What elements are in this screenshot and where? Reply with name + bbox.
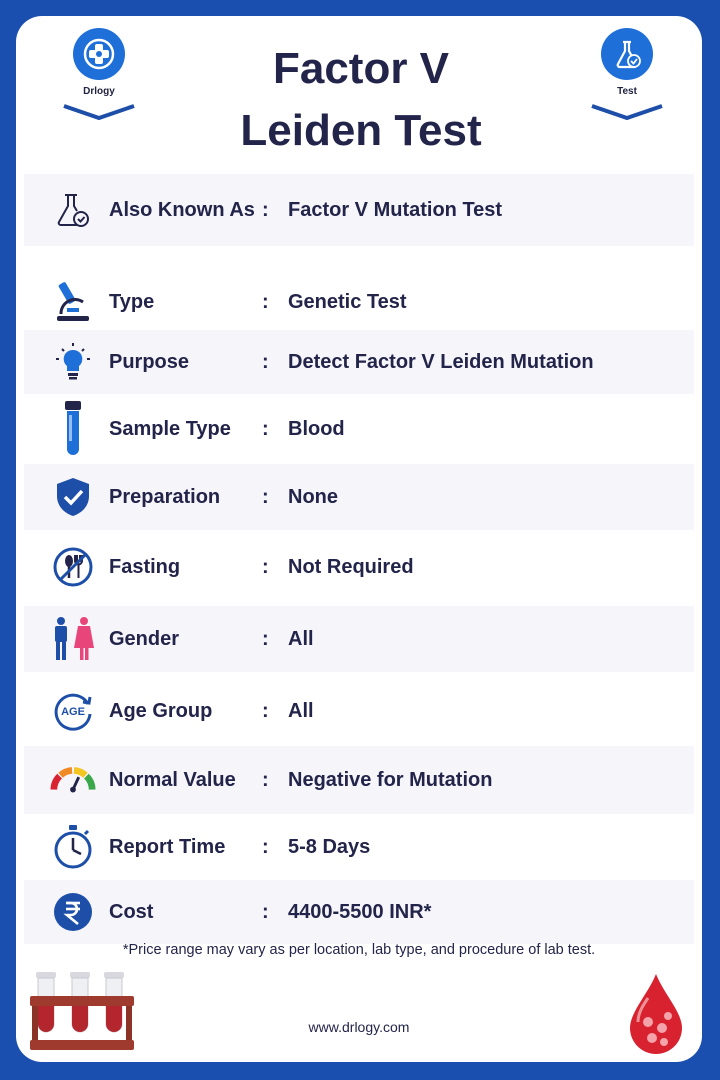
row-sample-type — [24, 396, 694, 462]
row-value: 4400-5500 INR* — [288, 900, 432, 923]
test-caption: Test — [617, 86, 637, 97]
row-label: Type — [109, 290, 155, 313]
row-value: Not Required — [288, 555, 414, 578]
row-value: None — [288, 485, 338, 508]
row-value: Genetic Test — [288, 290, 407, 313]
website-link[interactable]: www.drlogy.com — [308, 1019, 410, 1035]
lightbulb-icon — [50, 339, 96, 385]
info-card — [16, 16, 702, 1062]
row-value: Negative for Mutation — [288, 768, 493, 791]
row-label: Age Group — [109, 699, 213, 722]
row-label: Gender — [109, 627, 180, 650]
row-value: All — [288, 699, 314, 722]
row-separator: : — [262, 290, 269, 313]
shield-check-icon — [50, 474, 96, 520]
row-separator: : — [262, 835, 269, 858]
row-separator: : — [262, 768, 269, 791]
row-value: Factor V Mutation Test — [288, 198, 503, 221]
price-disclaimer: *Price range may vary as per location, lab type, and procedure of lab test. — [122, 942, 596, 958]
row-separator: : — [262, 900, 269, 923]
row-fasting — [24, 532, 694, 602]
row-label: Also Known As — [109, 198, 255, 221]
age-icon — [50, 688, 96, 734]
row-label: Cost — [109, 900, 154, 923]
blood-drop-icon — [626, 972, 686, 1056]
title-line-1: Factor V — [272, 44, 450, 93]
test-tube-rack-icon — [30, 970, 134, 1054]
row-type — [24, 266, 694, 338]
svg-text:AGE: AGE — [61, 706, 85, 718]
ribbon-chevron — [590, 102, 664, 122]
row-normal-value — [24, 746, 694, 814]
drlogy-badge — [62, 16, 136, 120]
row-separator: : — [262, 417, 269, 440]
stopwatch-icon — [50, 824, 96, 870]
no-food-icon — [50, 544, 96, 590]
test-tube-icon — [50, 406, 96, 452]
row-label: Report Time — [109, 835, 226, 858]
row-separator: : — [262, 699, 269, 722]
rupee-icon — [50, 889, 96, 935]
row-label: Sample Type — [109, 417, 231, 440]
row-separator: : — [262, 555, 269, 578]
microscope-icon — [50, 279, 96, 325]
row-separator: : — [262, 198, 269, 221]
test-badge — [590, 16, 664, 120]
row-purpose — [24, 330, 694, 394]
row-value: All — [288, 627, 314, 650]
title-line-2: Leiden Test — [240, 106, 482, 155]
flask-icon — [50, 187, 96, 233]
row-report-time — [24, 814, 694, 880]
row-cost — [24, 880, 694, 944]
row-label: Preparation — [109, 485, 221, 508]
row-also-known-as — [24, 174, 694, 246]
flask-check-icon — [601, 28, 653, 80]
row-label: Purpose — [109, 350, 190, 373]
row-label: Normal Value — [109, 768, 236, 791]
row-preparation — [24, 464, 694, 530]
row-gender — [24, 606, 694, 672]
row-value: Blood — [288, 417, 345, 440]
row-label: Fasting — [109, 555, 181, 578]
row-age-group — [24, 676, 694, 746]
gender-icon — [50, 616, 96, 662]
row-value: 5-8 Days — [288, 835, 371, 858]
ribbon-chevron — [62, 102, 136, 122]
page-title — [166, 38, 556, 162]
drlogy-caption: Drlogy — [83, 86, 115, 97]
row-separator: : — [262, 485, 269, 508]
gauge-icon — [50, 757, 96, 803]
row-separator: : — [262, 350, 269, 373]
row-value: Detect Factor V Leiden Mutation — [288, 350, 594, 373]
row-separator: : — [262, 627, 269, 650]
medical-cross-icon — [73, 28, 125, 80]
